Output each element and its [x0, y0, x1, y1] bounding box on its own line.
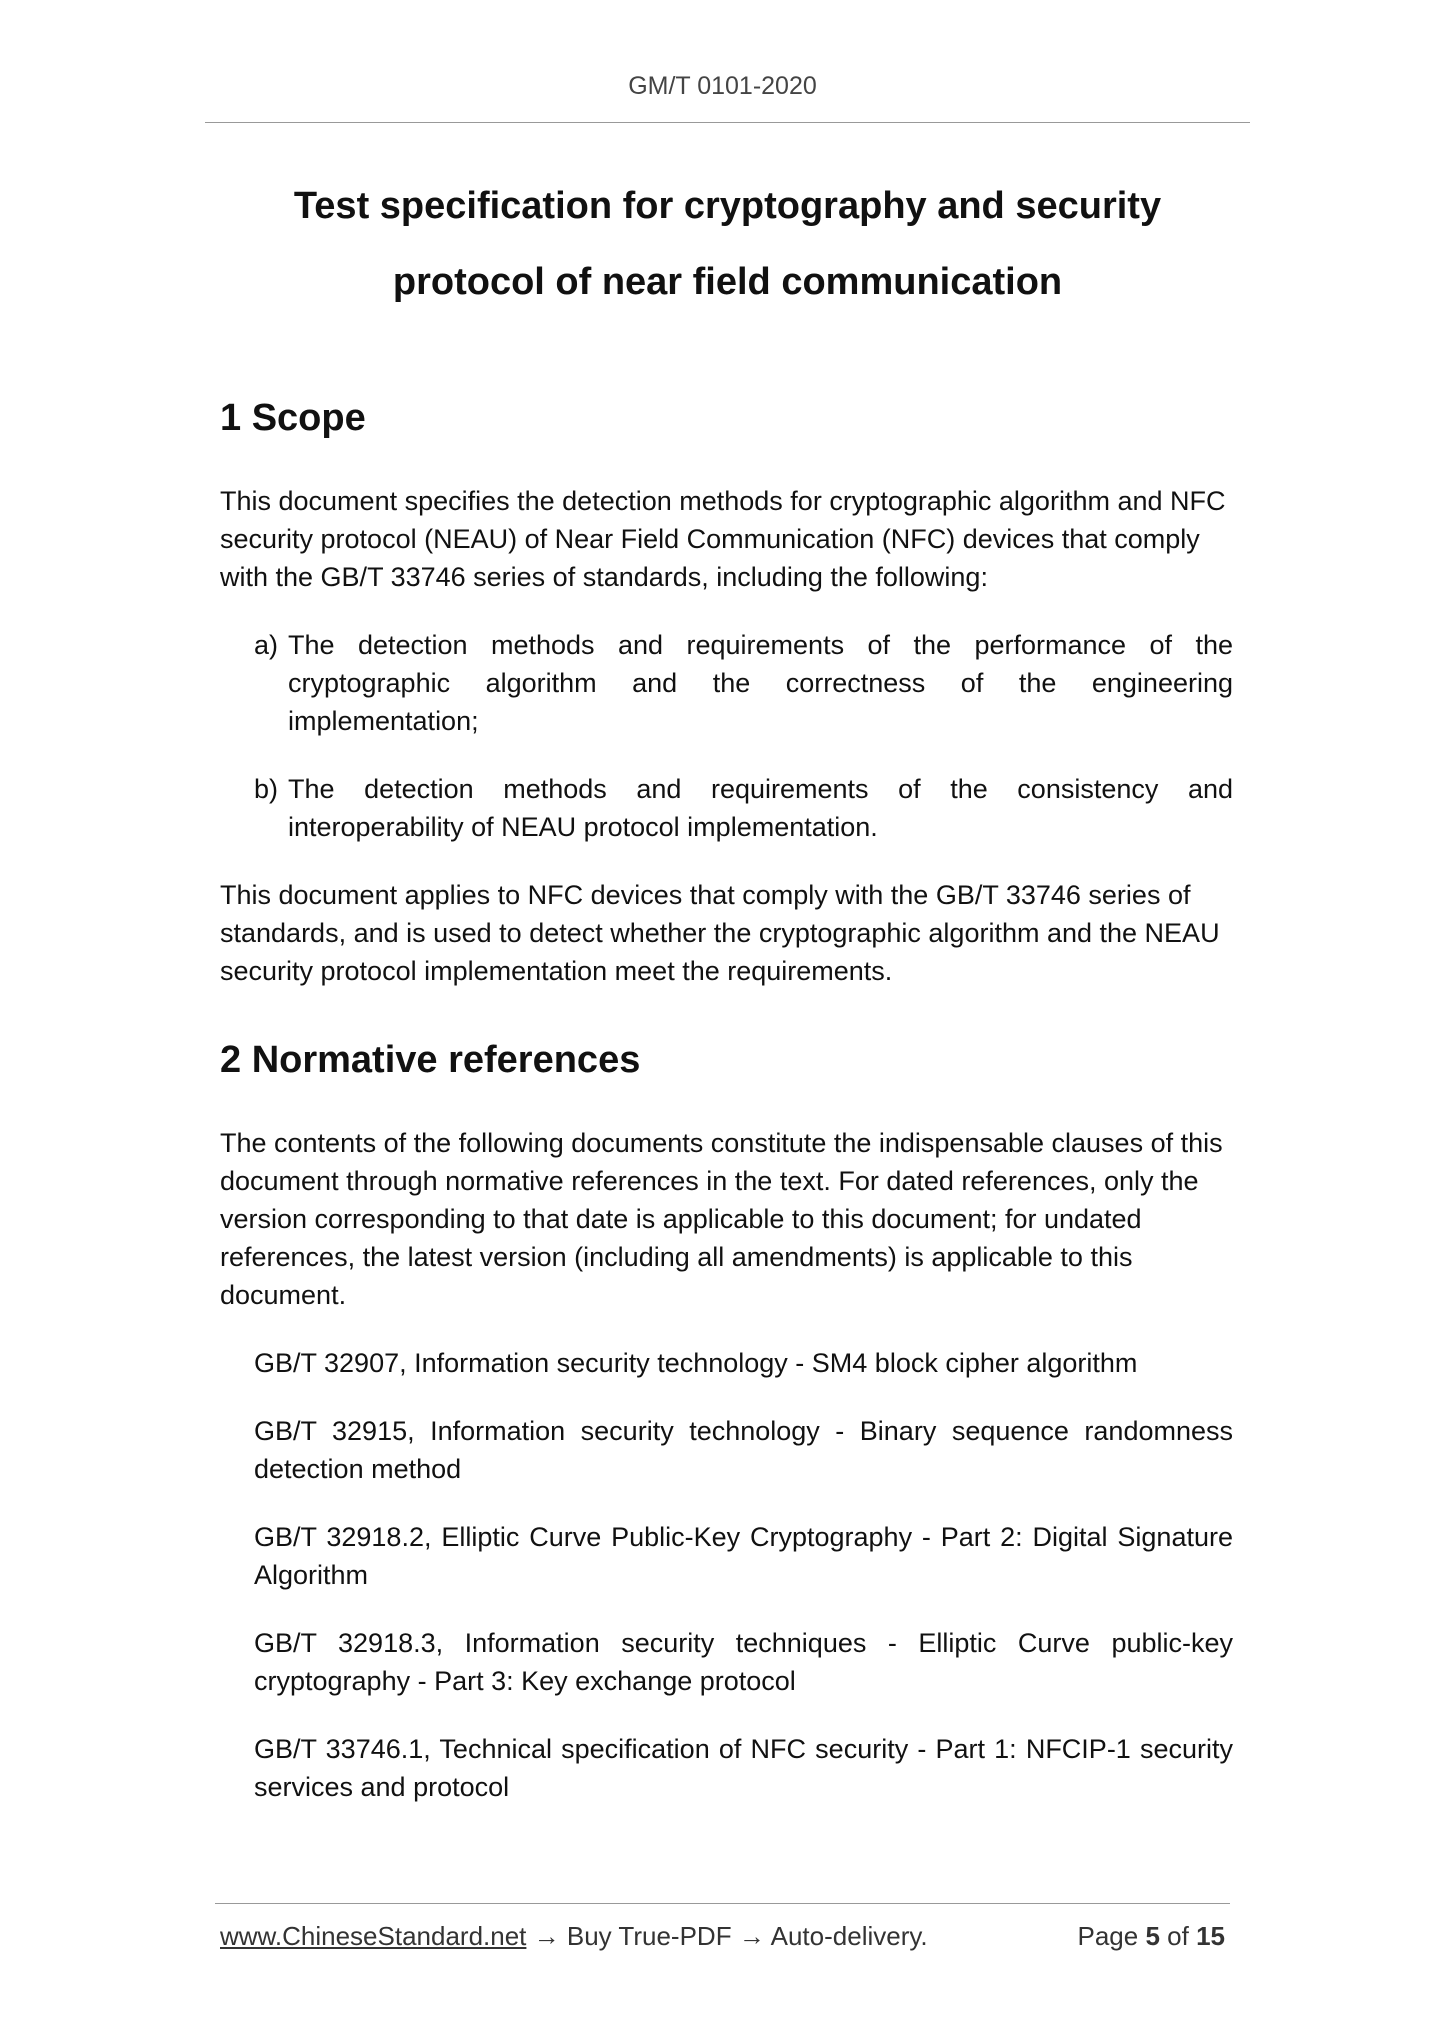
arrow-right-icon: → — [533, 1921, 567, 1951]
footer-tagline: Buy True-PDF — [566, 1921, 732, 1951]
footer-divider — [215, 1903, 1230, 1904]
of-label: of — [1167, 1921, 1189, 1951]
page-indicator — [1077, 1921, 1225, 1952]
page-footer — [220, 1921, 1225, 1959]
footer-promo — [220, 1921, 928, 1952]
scope-closing: This document applies to NFC devices that comply with the GB/T 33746 series of standards, and is used to detect whether the cryptographic algorithm and the NEAU security protocol implementation meet the requirements. — [220, 880, 1220, 986]
scope-intro: This document specifies the detection methods for cryptographic algorithm and NFC security protocol (NEAU) of Near Field Communication (NFC) devices that comply with the GB/T 33746 series of standards, including the following: — [220, 486, 1226, 592]
list-marker: a) — [254, 630, 279, 660]
reference-item: GB/T 32915, Information security technology - Binary sequence randomness detection method — [254, 1416, 1233, 1484]
document-body — [220, 392, 1233, 1806]
section-1-heading: 1 Scope — [220, 397, 366, 439]
reference-item: GB/T 33746.1, Technical specification of NFC security - Part 1: NFCIP-1 security services and protocol — [254, 1734, 1233, 1802]
title-line-2: protocol of near field communication — [392, 261, 1063, 303]
title-line-1: Test specification for cryptography and security — [293, 185, 1162, 227]
scope-item-b — [220, 770, 1233, 846]
arrow-right-icon: → — [738, 1921, 771, 1951]
reference-item: GB/T 32918.3, Information security techniques - Elliptic Curve public-key cryptography - Part 3: Key exchange protocol — [254, 1628, 1233, 1696]
section-2-heading: 2 Normative references — [220, 1039, 641, 1081]
header-divider — [205, 122, 1250, 123]
site-link[interactable]: www.ChineseStandard.net — [220, 1921, 527, 1951]
document-title — [205, 168, 1250, 320]
references-intro: The contents of the following documents constitute the indispensable clauses of this document through normative references in the text. For dated references, only the version corresponding to that date is applicable to this document; for undated references, the latest version (including all amendments) is applicable to this document. — [220, 1128, 1223, 1310]
reference-item: GB/T 32907, Information security technology - SM4 block cipher algorithm — [254, 1348, 1138, 1378]
page-header: GM/T 0101-2020 — [628, 72, 817, 100]
list-marker: b) — [254, 774, 279, 804]
scope-item-a — [220, 626, 1233, 740]
list-item-text: The detection methods and requirements of the performance of the cryptographic algorithm and the correctness of the engineering implementation; — [288, 630, 1233, 736]
page-label: Page — [1077, 1921, 1139, 1951]
page-total: 15 — [1196, 1921, 1225, 1951]
list-item-text: The detection methods and requirements of the consistency and interoperability of NEAU protocol implementation. — [288, 774, 1233, 842]
footer-tagline-2: Auto-delivery. — [770, 1921, 928, 1951]
page-number: 5 — [1145, 1921, 1160, 1951]
reference-item: GB/T 32918.2, Elliptic Curve Public-Key Cryptography - Part 2: Digital Signature Algorithm — [254, 1522, 1233, 1590]
